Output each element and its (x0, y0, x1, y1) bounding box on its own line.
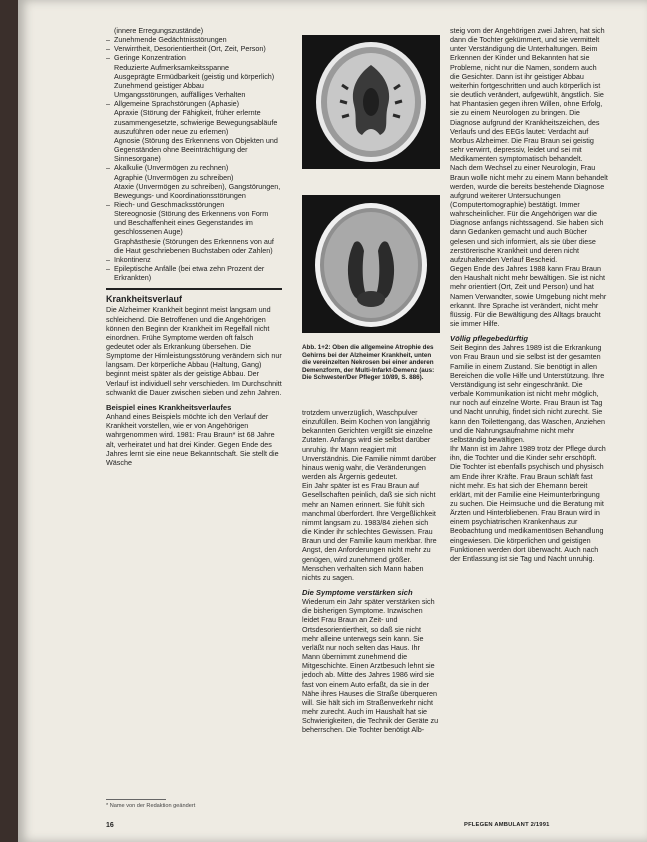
body-paragraph: Die Alzheimer Krankheit beginnt meist langsam und schleichend. Die Betroffenen und die Angehörigen können den Beginn der Krankheit im Regelfall nicht einordnen. Frühe Symptome werden oft falsch gedeutet oder als Erkrankung übersehen. Die Symptome der Hirnleistungsstörung verändern sich nur langsam. Der körperliche Abbau (Haltung, Gang) beginnt meist später als der geistige Abbau. Der Verlauf ist individuell sehr verschieden. Im Durchschnitt schwankt die Dauer zwischen sieben und zehn Jahren. (106, 305, 282, 397)
body-paragraph: Wiederum ein Jahr später verstärken sich die bisherigen Symptome. Inzwischen leidet Frau Braun an Zeit- und Ortsdesorientiertheit, so daß sie nicht mehr alleine unterwegs sein kann. Sie verläßt nur noch selten das Haus. Ihr Mann übernimmt zunehmend die Mitgeschichte. Einen Arztbesuch lehnt sie jedoch ab. Mitte des Jahres 1986 wird sie fast von einem Auto erfaßt, da sie in der Nähe ihres Hauses die Straße überqueren will. Sie hält sich im Straßenverkehr nicht mehr zurecht. Auch im Haushalt hat sie Schwierigkeiten, die Technik der Geräte zu beherrschen. Die Tochter benötigt Alb- (302, 597, 439, 735)
list-item: – Epileptische Anfälle (bei etwa zehn Prozent der Erkrankten) (106, 264, 282, 282)
symptom-list (106, 26, 282, 282)
list-item: – Akalkulie (Unvermögen zu rechnen) (106, 163, 282, 172)
list-item: Graphästhesie (Störungen des Erkennens von auf die Haut geschriebenen Buchstaben oder Zahlen) (114, 236, 274, 255)
footnote-rule (106, 799, 166, 800)
list-item: – Inkontinenz (106, 255, 282, 264)
list-item: – Geringe Konzentration (106, 53, 282, 62)
column-left (106, 26, 282, 467)
ct-scan-image-top (302, 35, 440, 169)
column-middle (302, 408, 439, 734)
page-number: 16 (106, 822, 114, 829)
subheading: Beispiel eines Krankheitsverlaufes (106, 402, 232, 412)
list-item: – Riech- und Geschmacksstörungen (106, 200, 282, 209)
brain-scan-atrophy-graphic (302, 35, 440, 169)
list-item: Umgangsstörungen, auffälliges Verhalten (114, 90, 246, 100)
subheading: Die Symptome verstärken sich (302, 587, 413, 597)
list-item: Ataxie (Unvermögen zu schreiben), Gangstörungen, Bewegungs- und Koordinationsstörungen (114, 181, 281, 200)
ct-scan-image-bottom (302, 195, 440, 333)
body-paragraph: trotzdem unverzüglich, Waschpulver einzufüllen. Beim Kochen von langjährig bekannten Gerichten vergißt sie einzelne Zutaten. Anfangs wird sie selbst darüber unruhig. Ihr Mann reagiert mit Unverständnis. Die Familie nimmt darüber hinaus wenig wahr, die Veränderungen werden als Ärgernis gedeutet. (302, 408, 437, 482)
list-item: Reduzierte Aufmerksamkeitsspanne (114, 62, 230, 72)
body-paragraph: Gegen Ende des Jahres 1988 kann Frau Braun den Haushalt nicht mehr bewältigen. Sie ist nicht mehr orientiert (Ort, Zeit und Person) und hat Namen Verwandter, sowie Umgebung nicht mehr erkannt. Ihre Sprache ist verändert, nicht mehr flüssig. Für die Bewältigung des Alltags braucht sie immer Hilfe. (450, 264, 607, 328)
list-item: – Zunehmende Gedächtnisstörungen (106, 35, 282, 44)
body-paragraph: Nach dem Wechsel zu einer Neurologin, Frau Braun wolle nicht mehr zu einem Mann behandelt werden, wurde die bereits bestehende Diagnose aufgrund weiterer Untersuchungen (Computertomographie) bestätigt. Immer wahrscheinlicher. Für die Angehörigen war die Diagnose anfangs nichtssagend. Sie haben sich dann Gedanken gemacht und auch Bücher gelesen und sich informiert, als sie über diese zerstörerische Krankheit und deren nicht aufzuhaltenden Verlauf Bescheid. (450, 163, 608, 264)
list-item: Agnosie (Störung des Erkennens von Objekten und Gegenständen ohne Beeinträchtigung der Sinnesorgane) (114, 135, 278, 164)
list-item: Agraphie (Unvermögen zu schreiben) (114, 172, 234, 182)
list-item: – Allgemeine Sprachstörungen (Aphasie) (106, 99, 282, 108)
body-paragraph: Ihr Mann ist im Jahre 1989 trotz der Pflege durch ihn, die Tochter und die Kinder sehr erschöpft. Die Tochter ist ebenfalls psychisch und physisch am Ende ihrer Kräfte. Frau Braun schläft fast nicht mehr. Es hat sich der Ehemann bereit erklärt, mit der Familie eine Heimunterbringung zu suchen. Die Heimsuche und die Beratung mit Ärzten und Hinterbliebenen. Frau Braun wird in einem psychiatrischen Krankenhaus zur Beobachtung und medikamentösen Behandlung eingewiesen. Die körperlichen und geistigen Funktionen werden dort überwacht. Auch nach der Entlassung ist sie Tag und Nacht unruhig. (450, 444, 606, 563)
body-paragraph: Ein Jahr später ist es Frau Braun auf Gesellschaften peinlich, daß sie sich nicht mehr an Namen erinnert. Sie fühlt sich manchmal überfordert. Ihre Vergeßlichkeit nimmt langsam zu. 1983/84 ziehen sich die Kinder ihr schlechtes Gewissen. Frau Braun und der Familie kaum merkbar. Ihre Angst, den Anforderungen nicht mehr zu genügen, wird zunehmend größer. Menschen verhalten sich Mann haben nichts zu sagen. (302, 481, 437, 582)
body-paragraph: steig vom der Angehörigen zwei Jahren, hat sich dann die Tochter gekümmert, und sie vermittelt unter Verständigung die Unterhaltungen. Beim Erkennen der Kinder und Bekannten hat sie Probleme, nicht nur die Namen, sondern auch die Gesichter. Dann ist ihr geistiger Abbau weiterhin fortgeschritten und auch körperlich ist sie deutlich verändert, aufgewühlt, ängstlich. Sie hat Phantasien gegen ihren Willen, ohne Erfolg, sie zu einem Neurologen zu bringen. Die Diagnose aufgrund der Krankheitszeichen, des Verlaufs und des EEGs lautet: Verdacht auf Morbus Alzheimer. Die Frau Braun sei geistig sehr verwirrt, depressiv, leidet und sei mit Medikamenten symptomatisch behandelt. (450, 26, 605, 164)
section-heading: Krankheitsverlauf (106, 288, 282, 305)
list-item: Ausgeprägte Ermüdbarkeit (geistig und körperlich) (114, 71, 275, 81)
subheading: Völlig pflegebedürftig (450, 334, 529, 344)
brain-scan-infarct-graphic (302, 195, 440, 333)
list-item: Apraxie (Störung der Fähigkeit, früher erlernte zusammengesetzte, schwierige Bewegungsabläufe auszuführen oder neue zu erlernen) (114, 108, 278, 136)
figure-caption: Abb. 1+2: Oben die allgemeine Atrophie des Gehirns bei der Alzheimer Krankheit, unten die vereinzelten Nekrosen bei einer anderen Demenzform, der Multi-Infarkt-Demenz (aus: Die Schwester/Der Pfleger 10/89, S. 886). (302, 344, 435, 382)
footnote: * Name von der Redaktion geändert (106, 803, 196, 809)
list-item: – Verwirrtheit, Desorientiertheit (Ort, Zeit, Person) (106, 44, 282, 53)
list-item: Stereognosie (Störung des Erkennens von Form und Beschaffenheit eines Gegenstandes im geschlossenen Auge) (114, 209, 269, 237)
column-right (450, 26, 608, 563)
running-footer: PFLEGEN AMBULANT 2/1991 (464, 822, 550, 828)
list-item: Zunehmend geistiger Abbau (114, 80, 204, 90)
body-paragraph: Seit Beginn des Jahres 1989 ist die Erkrankung von Frau Braun und sie selbst ist der gesamten Familie in einem Zustand. Sie benötigt in allen Bereichen die volle Hilfe und Unterstützung. Ihre Verständigung ist sehr eingeschränkt. Die verbale Kommunikation ist nicht mehr möglich, nur noch auf einzelne Worte. Frau Braun ist Tag und Nacht unruhig, findet sich nicht zurecht. Sie kann den Toilettengang, das Waschen, Anziehen und die Nahrungsaufnahme nicht mehr selbständig bewältigen. (450, 343, 606, 444)
list-item: (innere Erregungszustände) (114, 26, 204, 35)
body-paragraph: Anhand eines Beispiels möchte ich den Verlauf der Krankheit vorstellen, wie er von Angehörigen wahrgenommen wird. 1981: Frau Braun* ist 68 Jahre alt, verheiratet und hat drei Kinder. Gegen Ende des Jahres lernt sie eine neue Bekanntschaft. Sie stellt die Wäsche (106, 412, 279, 467)
journal-page (18, 0, 647, 842)
